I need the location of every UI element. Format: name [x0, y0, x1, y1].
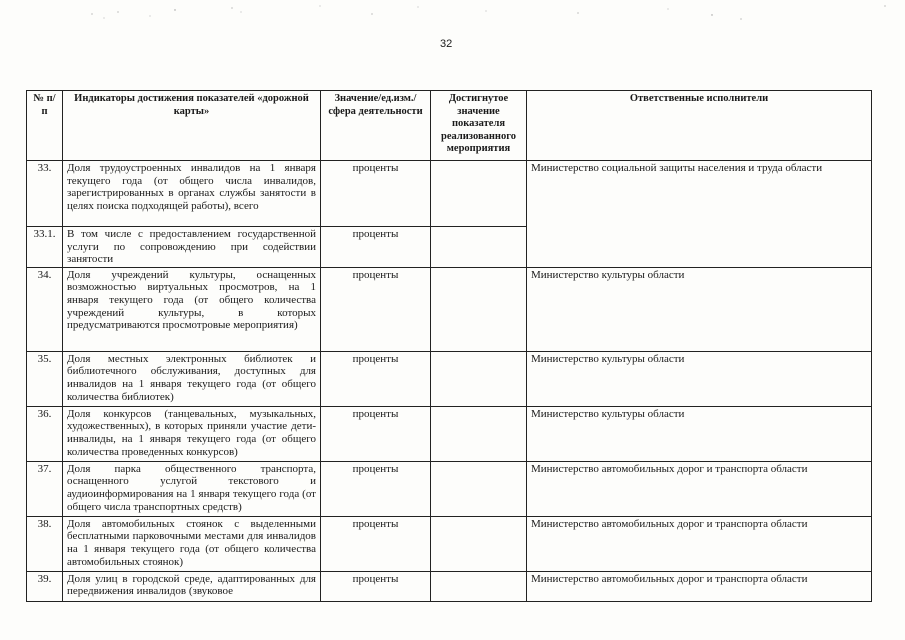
row-indicator: Доля трудоустроенных инвалидов на 1 января текущего года (от общего числа инвалидов, зарегистрированных в органах службы занятости в целях поиска подходящей работы), всего: [63, 161, 321, 227]
row-unit: проценты: [321, 267, 431, 351]
row-achieved: [431, 461, 527, 516]
row-unit: проценты: [321, 227, 431, 268]
row-indicator: Доля учреждений культуры, оснащенных возможностью виртуальных просмотров, на 1 января текущего года (от общего количества учреждений культуры, в которых предусматриваются просмотровые мероприятия): [63, 267, 321, 351]
row-responsible: Министерство культуры области: [527, 267, 872, 351]
row-unit: проценты: [321, 406, 431, 461]
row-responsible: Министерство социальной защиты населения и труда области: [527, 161, 872, 268]
row-number: 33.: [27, 161, 63, 227]
row-achieved: [431, 516, 527, 571]
row-number: 36.: [27, 406, 63, 461]
row-achieved: [431, 406, 527, 461]
header-indicator: Индикаторы достижения показателей «дорожной карты»: [63, 91, 321, 161]
table-row: [27, 461, 872, 516]
row-achieved: [431, 351, 527, 406]
row-number: 35.: [27, 351, 63, 406]
row-achieved: [431, 227, 527, 268]
row-responsible: Министерство автомобильных дорог и транспорта области: [527, 516, 872, 571]
row-number: 37.: [27, 461, 63, 516]
roadmap-indicators-table: [26, 90, 872, 602]
row-responsible: Министерство культуры области: [527, 351, 872, 406]
row-responsible: Министерство автомобильных дорог и транспорта области: [527, 461, 872, 516]
row-unit: проценты: [321, 351, 431, 406]
header-value-unit: Значение/ед.изм./ сфера деятельности: [321, 91, 431, 161]
table-row: [27, 516, 872, 571]
row-number: 39.: [27, 571, 63, 601]
row-unit: проценты: [321, 516, 431, 571]
row-number: 34.: [27, 267, 63, 351]
row-indicator: Доля конкурсов (танцевальных, музыкальных, художественных), в которых приняли участие дети-инвалиды, на 1 января текущего года (от общего количества проведенных конкурсов): [63, 406, 321, 461]
row-indicator: Доля автомобильных стоянок с выделенными бесплатными парковочными местами для инвалидов на 1 января текущего года (от общего количества автомобильных стоянок): [63, 516, 321, 571]
row-unit: проценты: [321, 461, 431, 516]
header-responsible: Ответственные исполнители: [527, 91, 872, 161]
row-indicator: Доля улиц в городской среде, адаптированных для передвижения инвалидов (звуковое: [63, 571, 321, 601]
page-number: 32: [440, 38, 453, 50]
table-row: [27, 351, 872, 406]
row-responsible: Министерство культуры области: [527, 406, 872, 461]
row-achieved: [431, 267, 527, 351]
row-achieved: [431, 571, 527, 601]
row-unit: проценты: [321, 571, 431, 601]
header-achieved: Достигнутое значение показателя реализованного мероприятия: [431, 91, 527, 161]
table-row: [27, 571, 872, 601]
row-responsible: Министерство автомобильных дорог и транспорта области: [527, 571, 872, 601]
row-unit: проценты: [321, 161, 431, 227]
row-achieved: [431, 161, 527, 227]
table-row: [27, 406, 872, 461]
row-number: 33.1.: [27, 227, 63, 268]
row-number: 38.: [27, 516, 63, 571]
row-indicator: В том числе с предоставлением государственной услуги по сопровождению при содействии занятости: [63, 227, 321, 268]
header-num: № п/п: [27, 91, 63, 161]
row-indicator: Доля местных электронных библиотек и библиотечного обслуживания, доступных для инвалидов на 1 января текущего года (от общего количества библиотек): [63, 351, 321, 406]
table-row: [27, 267, 872, 351]
table-row: [27, 161, 872, 227]
table-header-row: [27, 91, 872, 161]
scan-noise: [0, 0, 905, 30]
row-indicator: Доля парка общественного транспорта, оснащенного услугой текстового и аудиоинформирования на 1 января текущего года (от общего числа транспортных средств): [63, 461, 321, 516]
